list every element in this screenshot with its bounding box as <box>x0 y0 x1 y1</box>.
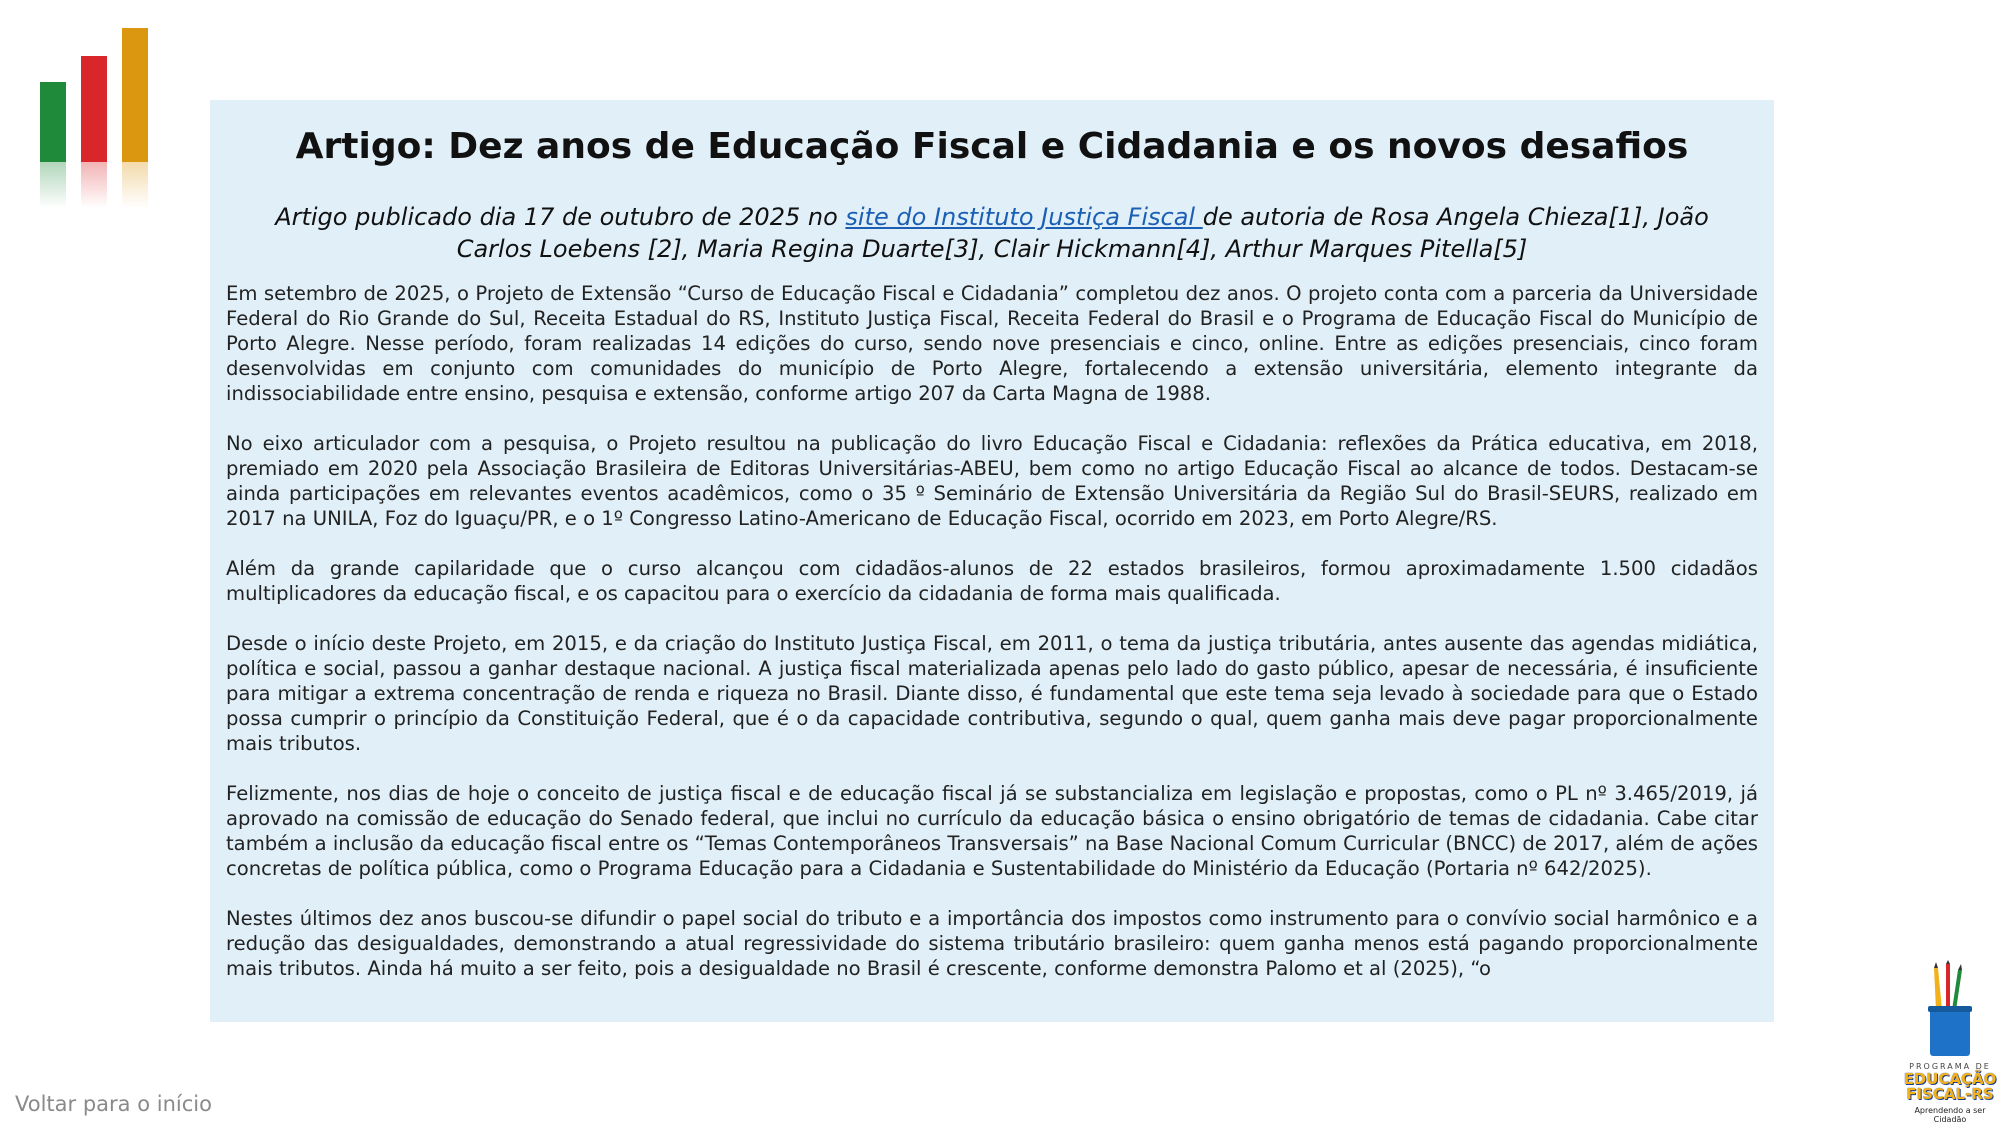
article-paragraph: No eixo articulador com a pesquisa, o Projeto resultou na publicação do livro Educação Fiscal e Cidadania: reflexões da Prática educativa, em 2018, premiado em 2020 pela Associação Brasileira de Editoras Universitárias-ABEU, bem como no artigo Educação Fiscal ao alcance de todos. Destacam-se ainda participações em relevantes eventos acadêmicos, como o 35 º Seminário de Extensão Universitária da Região Sul do Brasil-SEURS, realizado em 2017 na UNILA, Foz do Iguaçu/PR, e o 1º Congresso Latino-Americano de Educação Fiscal, ocorrido em 2023, em Porto Alegre/RS. <box>226 432 1758 530</box>
program-logo-name <box>1902 1072 1998 1102</box>
article-paragraph: Felizmente, nos dias de hoje o conceito de justiça fiscal e de educação fiscal já se substancializa em legislação e propostas, como o PL nº 3.465/2019, já aprovado na comissão de educação do Senado federal, que inclui no currículo da educação básica o ensino obrigatório de temas de cidadania. Cabe citar também a inclusão da educação fiscal entre os “Temas Contemporâneos Transversais” na Base Nacional Comum Curricular (BNCC) de 2017, além de ações concretas de política pública, como o Programa Educação para a Cidadania e Sustentabilidade do Ministério da Educação (Portaria nº 642/2025). <box>226 782 1758 880</box>
bar-chart-logo <box>38 20 158 210</box>
article-paragraph: Desde o início deste Projeto, em 2015, e da criação do Instituto Justiça Fiscal, em 2011, o tema da justiça tributária, antes ausente das agendas midiática, política e social, passou a ganhar destaque nacional. A justiça fiscal materializada apenas pelo lado do gasto público, apesar de necessária, é insuficiente para mitigar a extrema concentração de renda e riqueza no Brasil. Diante disso, é fundamental que este tema seja levado à sociedade para que o Estado possa cumprir o princípio da Constituição Federal, que é o da capacidade contributiva, segundo o qual, quem ganha mais deve pagar proporcionalmente mais tributos. <box>226 632 1758 755</box>
program-logo-line: EDUCAÇÃO <box>1903 1070 1997 1088</box>
logo-bar-reflection <box>81 162 107 208</box>
article-paragraph: Nestes últimos dez anos buscou-se difundir o papel social do tributo e a importância dos impostos como instrumento para o convívio social harmônico e a redução das desigualdades, demonstrando a atual regressividade do sistema tributário brasileiro: quem ganha menos está pagando proporcionalmente mais tributos. Ainda há muito a ser feito, pois a desigualdade no Brasil é crescente, conforme demonstra Palomo et al (2025), “o <box>226 907 1758 980</box>
logo-bar-reflection <box>40 162 66 208</box>
instituto-justica-fiscal-link[interactable]: site do Instituto Justiça Fiscal <box>845 203 1203 231</box>
program-logo-tagline: Aprendendo a ser Cidadão <box>1914 1106 1986 1124</box>
logo-bar-green <box>40 82 66 162</box>
logo-bar-red <box>81 56 107 162</box>
article-paragraph: Em setembro de 2025, o Projeto de Extensão “Curso de Educação Fiscal e Cidadania” completou dez anos. O projeto conta com a parceria da Universidade Federal do Rio Grande do Sul, Receita Estadual do RS, Instituto Justiça Fiscal, Receita Federal do Brasil e o Programa de Educação Fiscal do Município de Porto Alegre. Nesse período, foram realizadas 14 edições do curso, sendo nove presenciais e cinco, online. Entre as edições presenciais, cinco foram desenvolvidas em conjunto com comunidades do município de Porto Alegre, fortalecendo a extensão universitária, elemento integrante da indissociabilidade entre ensino, pesquisa e extensão, conforme artigo 207 da Carta Magna de 1988. <box>226 282 1758 405</box>
byline-prefix: Artigo publicado dia 17 de outubro de 2025 no <box>275 203 846 231</box>
article-panel <box>210 100 1774 1022</box>
back-to-start-link[interactable]: Voltar para o início <box>15 1092 212 1116</box>
article-paragraph: Além da grande capilaridade que o curso alcançou com cidadãos-alunos de 22 estados brasileiros, formou aproximadamente 1.500 cidadãos multiplicadores da educação fiscal, e os capacitou para o exercício da cidadania de forma mais qualificada. <box>226 557 1758 605</box>
logo-bar-reflection <box>122 162 148 208</box>
program-logo <box>1900 960 2000 1124</box>
pencil-cup-icon <box>1900 960 2000 1060</box>
program-logo-line: FISCAL-RS <box>1906 1085 1994 1103</box>
byline-authors: de autoria de Rosa Angela Chieza[1], João Carlos Loebens [2], Maria Regina Duarte[3], Clair Hickmann[4], Arthur Marques Pitella[5] <box>456 203 1709 263</box>
article-title: Artigo: Dez anos de Educação Fiscal e Cidadania e os novos desafios <box>295 126 1689 167</box>
program-logo-label: PROGRAMA DE <box>1909 1062 1991 1071</box>
logo-bar-gold <box>122 28 148 162</box>
article-byline <box>266 201 1718 265</box>
